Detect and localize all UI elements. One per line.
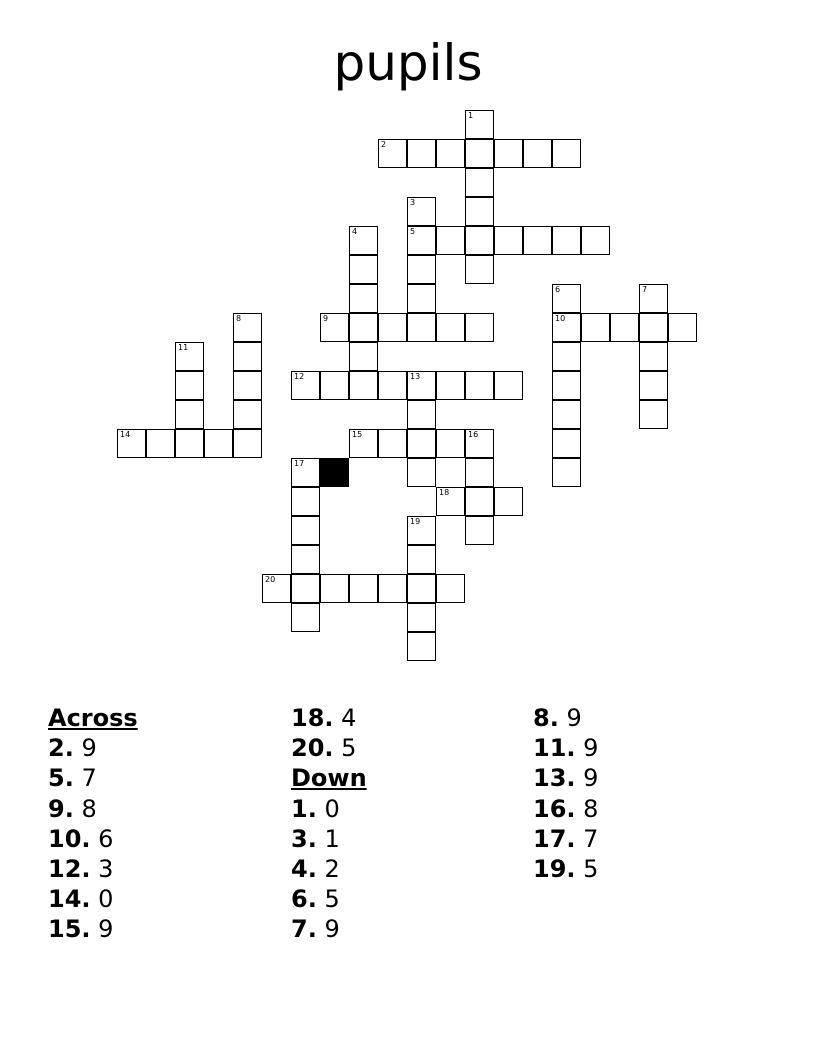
grid-cell[interactable]	[407, 255, 436, 284]
cell-number: 10	[555, 314, 566, 323]
grid-cell[interactable]	[465, 487, 494, 516]
grid-cell[interactable]	[175, 429, 204, 458]
grid-cell[interactable]	[291, 545, 320, 574]
grid-cell[interactable]	[349, 574, 378, 603]
grid-cell[interactable]	[465, 313, 494, 342]
grid-cell[interactable]	[407, 516, 436, 545]
grid-cell[interactable]	[204, 429, 233, 458]
grid-cell[interactable]	[494, 139, 523, 168]
grid-cell[interactable]	[523, 139, 552, 168]
grid-cell[interactable]	[610, 313, 639, 342]
grid-cell[interactable]	[349, 313, 378, 342]
grid-cell[interactable]	[349, 342, 378, 371]
grid-cell[interactable]	[465, 429, 494, 458]
grid-cell[interactable]	[552, 429, 581, 458]
grid-cell[interactable]	[494, 226, 523, 255]
grid-cell[interactable]	[407, 574, 436, 603]
clues-column-1	[48, 703, 138, 945]
grid-cell[interactable]	[436, 487, 465, 516]
grid-cell[interactable]	[552, 139, 581, 168]
grid-cell[interactable]	[465, 110, 494, 139]
clue-across-14: 14. 0	[48, 885, 114, 914]
clue-down-11: 11. 9	[533, 734, 599, 763]
cell-number: 6	[555, 285, 561, 294]
grid-cell[interactable]	[349, 226, 378, 255]
grid-cell[interactable]	[552, 226, 581, 255]
clue-across-9: 9. 8	[48, 794, 97, 823]
grid-cell[interactable]	[291, 487, 320, 516]
across-heading: Across	[48, 704, 138, 732]
grid-cell[interactable]	[436, 574, 465, 603]
grid-cell[interactable]	[639, 313, 668, 342]
cell-number: 3	[410, 198, 416, 207]
clue-down-8: 8. 9	[533, 704, 582, 732]
cell-number: 11	[178, 343, 189, 352]
clue-across-2: 2. 9	[48, 734, 97, 763]
grid-cell[interactable]	[349, 429, 378, 458]
cell-number: 19	[410, 517, 421, 526]
grid-cell[interactable]	[349, 284, 378, 313]
grid-cell[interactable]	[407, 632, 436, 661]
clues-column-3	[533, 703, 598, 884]
cell-number: 2	[381, 140, 387, 149]
clue-down-19: 19. 5	[533, 855, 599, 884]
grid-cell[interactable]	[291, 458, 320, 487]
cell-number: 18	[439, 488, 450, 497]
grid-cell[interactable]	[378, 139, 407, 168]
grid-cell[interactable]	[407, 400, 436, 429]
clue-down-6: 6. 5	[291, 885, 340, 914]
grid-cell[interactable]	[291, 603, 320, 632]
grid-cell[interactable]	[291, 574, 320, 603]
grid-cell[interactable]	[117, 429, 146, 458]
grid-cell[interactable]	[407, 429, 436, 458]
grid-cell[interactable]	[262, 574, 291, 603]
grid-cell[interactable]	[552, 313, 581, 342]
grid-cell[interactable]	[639, 371, 668, 400]
grid-cell[interactable]	[436, 226, 465, 255]
cell-number: 16	[468, 430, 479, 439]
grid-cell[interactable]	[465, 516, 494, 545]
grid-cell[interactable]	[523, 226, 552, 255]
grid-cell[interactable]	[407, 226, 436, 255]
grid-cell[interactable]	[349, 255, 378, 284]
puzzle-title: pupils	[333, 34, 483, 92]
clue-across-12: 12. 3	[48, 855, 114, 884]
grid-cell[interactable]	[291, 371, 320, 400]
grid-cell[interactable]	[175, 400, 204, 429]
grid-cell[interactable]	[320, 371, 349, 400]
grid-cell[interactable]	[465, 458, 494, 487]
grid-cell[interactable]	[175, 371, 204, 400]
grid-cell[interactable]	[291, 516, 320, 545]
clue-across-18: 18. 4	[291, 704, 357, 732]
grid-cell[interactable]	[378, 371, 407, 400]
grid-cell[interactable]	[581, 313, 610, 342]
grid-cell[interactable]	[465, 255, 494, 284]
clue-across-15: 15. 9	[48, 915, 114, 944]
grid-cell[interactable]	[639, 342, 668, 371]
clue-down-13: 13. 9	[533, 764, 599, 793]
grid-cell[interactable]	[407, 371, 436, 400]
cell-number: 7	[642, 285, 648, 294]
cell-number: 20	[265, 575, 276, 584]
grid-cell[interactable]	[436, 139, 465, 168]
grid-cell[interactable]	[465, 139, 494, 168]
grid-cell[interactable]	[552, 400, 581, 429]
grid-cell[interactable]	[552, 284, 581, 313]
grid-cell[interactable]	[349, 371, 378, 400]
grid-cell[interactable]	[320, 313, 349, 342]
down-heading: Down	[291, 764, 367, 793]
cell-number: 15	[352, 430, 363, 439]
grid-cell[interactable]	[407, 139, 436, 168]
grid-cell[interactable]	[378, 313, 407, 342]
cell-number: 17	[294, 459, 305, 468]
cell-number: 5	[410, 227, 416, 236]
grid-cell[interactable]	[436, 313, 465, 342]
grid-cell[interactable]	[494, 487, 523, 516]
grid-cell[interactable]	[233, 400, 262, 429]
grid-cell[interactable]	[639, 284, 668, 313]
shaded-cell	[320, 458, 349, 487]
grid-cell[interactable]	[407, 603, 436, 632]
grid-cell[interactable]	[233, 371, 262, 400]
grid-cell[interactable]	[465, 371, 494, 400]
grid-cell[interactable]	[552, 342, 581, 371]
clue-down-3: 3. 1	[291, 824, 340, 853]
grid-cell[interactable]	[407, 545, 436, 574]
clue-down-1: 1. 0	[291, 794, 340, 823]
clue-across-20: 20. 5	[291, 734, 357, 763]
grid-cell[interactable]	[233, 342, 262, 371]
cell-number: 13	[410, 372, 421, 381]
clues-column-2	[291, 703, 367, 945]
grid-cell[interactable]	[581, 226, 610, 255]
clue-down-7: 7. 9	[291, 915, 340, 944]
grid-cell[interactable]	[465, 197, 494, 226]
clue-down-4: 4. 2	[291, 855, 340, 884]
grid-cell[interactable]	[407, 313, 436, 342]
grid-cell[interactable]	[494, 371, 523, 400]
grid-cell[interactable]	[146, 429, 175, 458]
grid-cell[interactable]	[668, 313, 697, 342]
cell-number: 1	[468, 111, 474, 120]
grid-cell[interactable]	[436, 371, 465, 400]
clue-down-16: 16. 8	[533, 794, 599, 823]
grid-cell[interactable]	[552, 371, 581, 400]
cell-number: 4	[352, 227, 358, 236]
grid-cell[interactable]	[552, 458, 581, 487]
grid-cell[interactable]	[436, 429, 465, 458]
cell-number: 12	[294, 372, 305, 381]
clue-across-5: 5. 7	[48, 764, 97, 793]
clue-across-10: 10. 6	[48, 824, 114, 853]
cell-number: 14	[120, 430, 131, 439]
grid-cell[interactable]	[465, 168, 494, 197]
grid-cell[interactable]	[407, 284, 436, 313]
grid-cell[interactable]	[378, 574, 407, 603]
cell-number: 8	[236, 314, 242, 323]
grid-cell[interactable]	[407, 197, 436, 226]
grid-cell[interactable]	[233, 429, 262, 458]
grid-cell[interactable]	[639, 400, 668, 429]
grid-cell[interactable]	[465, 226, 494, 255]
grid-cell[interactable]	[320, 574, 349, 603]
grid-cell[interactable]	[233, 313, 262, 342]
grid-cell[interactable]	[175, 342, 204, 371]
grid-cell[interactable]	[378, 429, 407, 458]
cell-number: 9	[323, 314, 329, 323]
grid-cell[interactable]	[407, 458, 436, 487]
clue-down-17: 17. 7	[533, 824, 599, 853]
